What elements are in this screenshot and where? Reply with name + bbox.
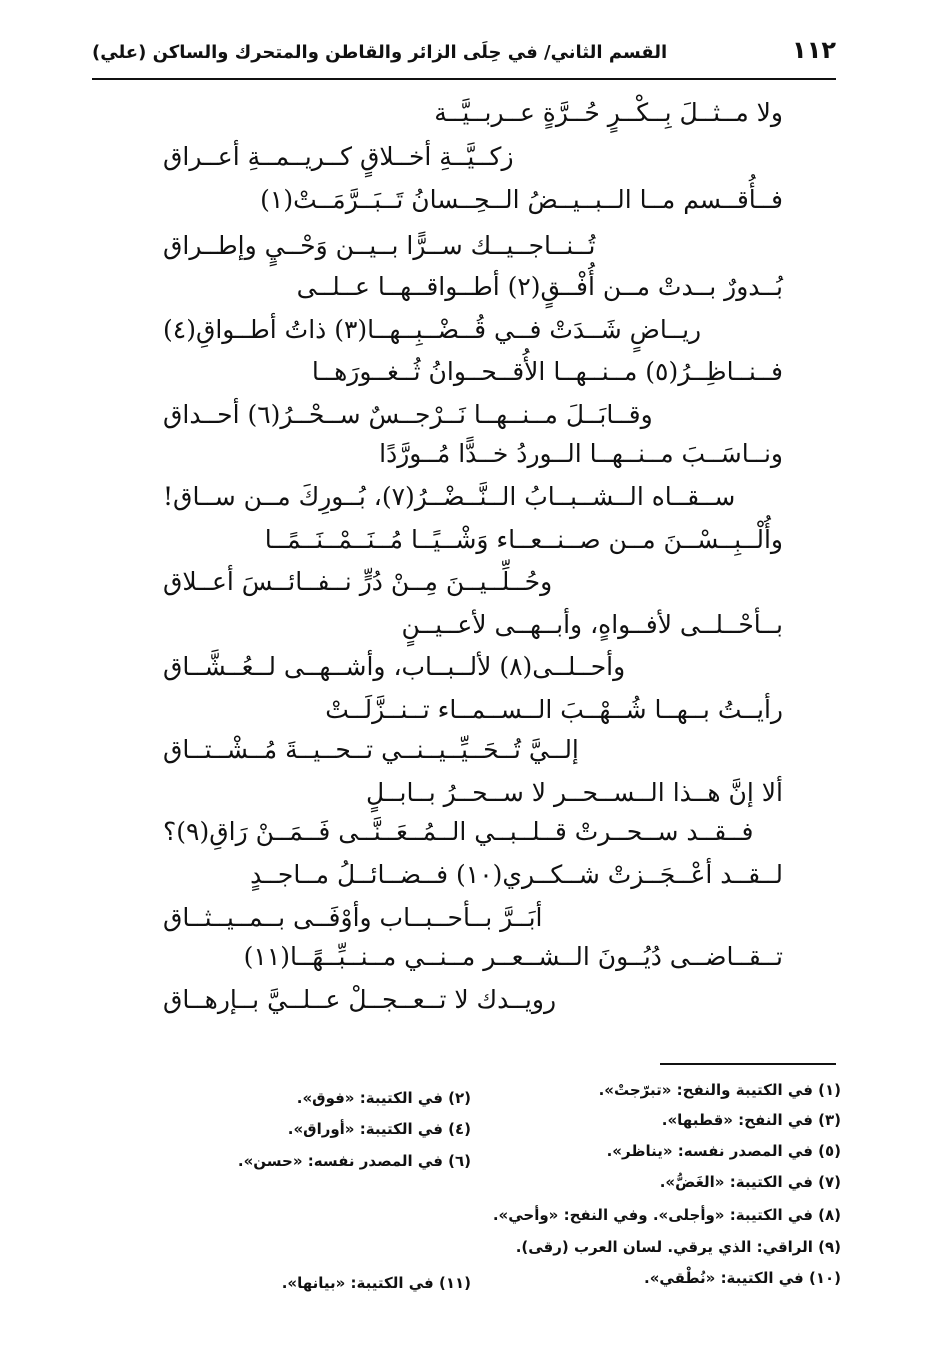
verse-line: ريــاضٍ شَــدَتْ فــي قُــضْــبِــهــا(٣) ذاتُ أطــواقِ(٤) bbox=[163, 315, 702, 344]
verse-line: وقــابَــلَ مــنــهــا نَــرْجــسٌ ســحْــرُ(٦) أحــداق bbox=[163, 400, 653, 429]
footnote: (١) في الكتيبة والنفح: «تبرّجتْ». bbox=[598, 1081, 841, 1099]
verse-line: ألا إنَّ هــذا الــســحــر لا ســحــرُ بــابــلٍ bbox=[365, 778, 783, 807]
verse-line: تُــنــاجــيــك ســرًّا بــيــن وَحْــيٍ وإطــراق bbox=[163, 231, 596, 260]
footnote: (٧) في الكتيبة: «الغَضُّ». bbox=[659, 1173, 841, 1191]
verse-line: وحُــلِّــيــنَ مِــنْ دُرٍّ نــفــائــسَ أعــلاق bbox=[163, 567, 553, 596]
verse-line: وأحــلــى(٨) لألــبــاب، وأشــهــى لــعُــشَّــاق bbox=[163, 652, 626, 681]
verse-line: ولا مــثــلَ بِــكْــرٍ حُــرَّةٍ عــربــيَّــة bbox=[434, 98, 783, 127]
verse-line: وأُلْــبِــسْــنَ مــن صــنــعــاء وَشْــيًــا مُــنَــمْــنَــمًــا bbox=[264, 525, 783, 554]
verse-line: فــنــاظِــرُ(٥) مــنــهــا الأُقــحــوانُ ثُــغــورَهــا bbox=[311, 357, 783, 386]
footnote-rule bbox=[660, 1063, 836, 1065]
footnote: (٣) في النفح: «قطبها». bbox=[661, 1111, 841, 1129]
verse-line: فــأُقــسم مــا الــبــيــضُ الــحِــسانُ تَــبَــرَّمَــتْ(١) bbox=[260, 185, 783, 214]
footnote: (٥) في المصدر نفسه: «يناظر». bbox=[606, 1142, 841, 1160]
verse-line: تــقــاضــى دُيُــونَ الــشــعــر مــنــي مــنــبِّــهًــا(١١) bbox=[243, 942, 783, 971]
verse-line: لــقــد أعْــجَــزتْ شــكــري(١٠) فــضــائــلُ مــاجــدٍ bbox=[250, 860, 783, 889]
verse-line: رويــدك لا تــعــجــلْ عــلــيَّ بــإرهــاق bbox=[163, 985, 557, 1014]
verse-line: ونــاسَــبَ مــنــهــا الــوردُ خــدًّا مُــورَّدًا bbox=[379, 439, 783, 468]
verse-line: بُــدورٌ بــدتْ مــن أُفْــقٍ(٢) أطــواقــهــا عــلــى bbox=[296, 272, 783, 301]
verse-line: بــأحْــلــى لأفــواهٍ، وأبــهــى لأعــيــنٍ bbox=[401, 610, 783, 639]
verse-line: فــقــد ســحــرتْ قــلــبــي الــمُــعَــنَّــى فَــمَــنْ رَاقِ(٩)؟ bbox=[163, 817, 754, 846]
footnote: (١٠) في الكتيبة: «نُطْقي». bbox=[644, 1269, 841, 1287]
verse-line: إلــيَّ تُــحَــيِّــيــنــي تــحــيــةَ مُــشْــتــاق bbox=[163, 735, 579, 764]
page-number: ١١٢ bbox=[792, 36, 836, 64]
header-rule bbox=[92, 78, 836, 80]
running-head: القسم الثاني/ في حِلَى الزائر والقاطن والمتحرك والساكن (علي) bbox=[92, 42, 668, 63]
footnote: (٦) في المصدر نفسه: «حسن». bbox=[237, 1152, 471, 1170]
footnote: (٨) في الكتيبة: «وأجلى». وفي النفح: «وأحي». bbox=[492, 1206, 841, 1224]
verse-line: أبَــرَّ بــأحــبــاب وأوْفَــى بــمــيــثــاق bbox=[163, 903, 543, 932]
footnote: (١١) في الكتيبة: «بيانها». bbox=[281, 1274, 471, 1292]
verse-line: زكــيَّــةِ أخــلاقٍ كــريــمــةِ أعــراق bbox=[163, 142, 514, 171]
footnote: (٤) في الكتيبة: «أوراق». bbox=[287, 1120, 471, 1138]
verse-line: رأيــتُ بــهــا شُــهْــبَ الــســمــاء تــنــزَّلَــتْ bbox=[325, 695, 783, 724]
footnote: (٢) في الكتيبة: «فوق». bbox=[296, 1089, 471, 1107]
verse-line: ســقــاه الــشــبــابُ الــنَّــضْــرُ(٧)، بُــورِكَ مــن ســاق! bbox=[163, 482, 736, 511]
footnote: (٩) الراقي: الذي يرقي. لسان العرب (رقى). bbox=[515, 1238, 841, 1256]
page-header bbox=[92, 34, 836, 80]
